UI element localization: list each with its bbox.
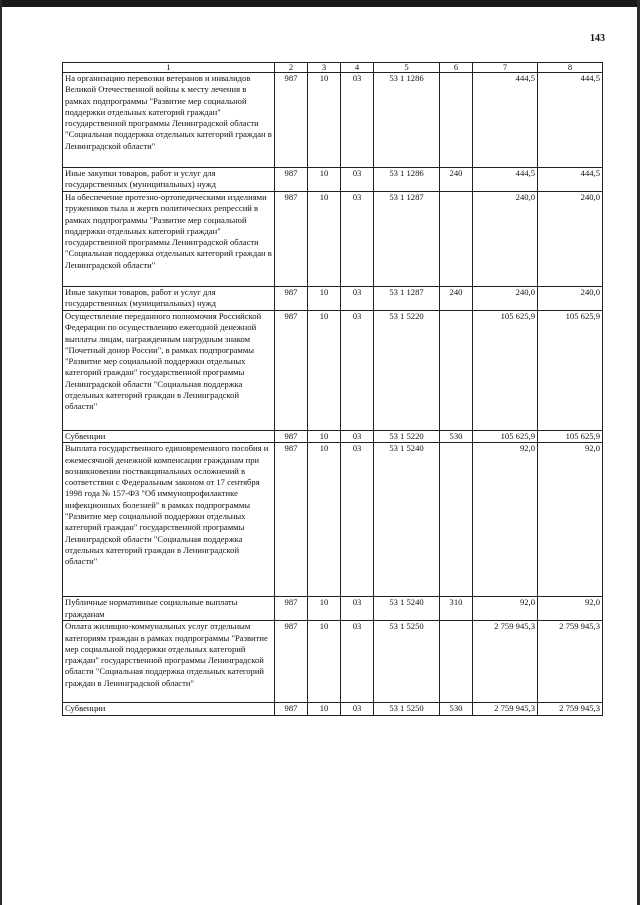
cell-amount-a: 240,0 bbox=[473, 192, 538, 287]
cell-ministry-code: 987 bbox=[275, 168, 308, 192]
cell-amount-a: 2 759 945,3 bbox=[473, 621, 538, 703]
cell-expense-type bbox=[440, 192, 473, 287]
cell-amount-a: 444,5 bbox=[473, 73, 538, 168]
cell-section: 10 bbox=[308, 443, 341, 597]
cell-expense-type: 530 bbox=[440, 431, 473, 443]
table-row bbox=[63, 443, 603, 597]
column-header: 6 bbox=[440, 63, 473, 73]
cell-expense-type bbox=[440, 73, 473, 168]
cell-subsection: 03 bbox=[341, 443, 374, 597]
cell-target-article: 53 1 5220 bbox=[374, 431, 440, 443]
column-header: 7 bbox=[473, 63, 538, 73]
table-row bbox=[63, 192, 603, 287]
cell-expense-type bbox=[440, 443, 473, 597]
cell-ministry-code: 987 bbox=[275, 431, 308, 443]
cell-subsection: 03 bbox=[341, 73, 374, 168]
cell-target-article: 53 1 5220 bbox=[374, 311, 440, 431]
cell-ministry-code: 987 bbox=[275, 597, 308, 621]
cell-amount-b: 240,0 bbox=[538, 192, 603, 287]
cell-section: 10 bbox=[308, 192, 341, 287]
table-row bbox=[63, 73, 603, 168]
row-description: Выплата государственного единовременного пособия и ежемесячной денежной компенсации гражданам при возникновении поствакцинальных осложнений в соответствии с Федеральным законом от 17 сентября 1998 года № 157-ФЗ "Об иммунопрофилактике инфекционных болезней" в рамках подпрограммы "Развитие мер социальной поддержки отдельных категорий граждан" государственной программы Ленинградской области "Социальная поддержка отдельных категорий граждан в Ленинградской области" bbox=[63, 443, 275, 597]
cell-amount-b: 2 759 945,3 bbox=[538, 621, 603, 703]
cell-ministry-code: 987 bbox=[275, 621, 308, 703]
cell-amount-a: 2 759 945,3 bbox=[473, 703, 538, 715]
table-header-row bbox=[63, 63, 603, 73]
table-row bbox=[63, 597, 603, 621]
table-row bbox=[63, 703, 603, 715]
cell-subsection: 03 bbox=[341, 287, 374, 311]
row-description: Иные закупки товаров, работ и услуг для государственных (муниципальных) нужд bbox=[63, 287, 275, 311]
column-header: 3 bbox=[308, 63, 341, 73]
row-description: Иные закупки товаров, работ и услуг для государственных (муниципальных) нужд bbox=[63, 168, 275, 192]
cell-target-article: 53 1 5240 bbox=[374, 443, 440, 597]
cell-amount-b: 105 625,9 bbox=[538, 311, 603, 431]
cell-ministry-code: 987 bbox=[275, 192, 308, 287]
cell-subsection: 03 bbox=[341, 431, 374, 443]
cell-amount-b: 444,5 bbox=[538, 168, 603, 192]
cell-target-article: 53 1 5240 bbox=[374, 597, 440, 621]
cell-ministry-code: 987 bbox=[275, 443, 308, 597]
cell-amount-b: 92,0 bbox=[538, 597, 603, 621]
table-row bbox=[63, 621, 603, 703]
cell-section: 10 bbox=[308, 168, 341, 192]
cell-expense-type: 240 bbox=[440, 168, 473, 192]
cell-section: 10 bbox=[308, 597, 341, 621]
column-header: 5 bbox=[374, 63, 440, 73]
cell-target-article: 53 1 5250 bbox=[374, 703, 440, 715]
cell-ministry-code: 987 bbox=[275, 287, 308, 311]
cell-amount-b: 92,0 bbox=[538, 443, 603, 597]
row-description: Публичные нормативные социальные выплаты гражданам bbox=[63, 597, 275, 621]
cell-ministry-code: 987 bbox=[275, 73, 308, 168]
cell-target-article: 53 1 5250 bbox=[374, 621, 440, 703]
budget-table bbox=[62, 62, 603, 716]
column-header: 8 bbox=[538, 63, 603, 73]
row-description: Субвенции bbox=[63, 431, 275, 443]
cell-expense-type bbox=[440, 621, 473, 703]
scan-edge-left bbox=[0, 0, 2, 905]
row-description: На обеспечение протезно-ортопедическими изделиями тружеников тыла и жертв политических репрессий в рамках подпрограммы "Развитие мер социальной поддержки отдельных категорий граждан" государственной программы Ленинградской области "Социальная поддержка отдельных категорий граждан в Ленинградской области" bbox=[63, 192, 275, 287]
cell-target-article: 53 1 1287 bbox=[374, 192, 440, 287]
cell-amount-b: 2 759 945,3 bbox=[538, 703, 603, 715]
cell-section: 10 bbox=[308, 703, 341, 715]
cell-amount-a: 240,0 bbox=[473, 287, 538, 311]
row-description: Оплата жилищно-коммунальных услуг отдельным категориям граждан в рамках подпрограммы "Развитие мер социальной поддержки отдельных категорий граждан" государственной программы Ленинградской области "Социальная поддержка отдельных категорий граждан в Ленинградской области" bbox=[63, 621, 275, 703]
cell-expense-type: 240 bbox=[440, 287, 473, 311]
cell-expense-type: 530 bbox=[440, 703, 473, 715]
cell-ministry-code: 987 bbox=[275, 311, 308, 431]
cell-section: 10 bbox=[308, 621, 341, 703]
cell-expense-type: 310 bbox=[440, 597, 473, 621]
cell-target-article: 53 1 1286 bbox=[374, 168, 440, 192]
cell-subsection: 03 bbox=[341, 703, 374, 715]
column-header: 1 bbox=[63, 63, 275, 73]
scan-edge-top bbox=[0, 0, 640, 7]
cell-amount-a: 105 625,9 bbox=[473, 431, 538, 443]
cell-section: 10 bbox=[308, 287, 341, 311]
cell-amount-a: 444,5 bbox=[473, 168, 538, 192]
cell-amount-a: 105 625,9 bbox=[473, 311, 538, 431]
table-row bbox=[63, 431, 603, 443]
table-row bbox=[63, 311, 603, 431]
row-description: Субвенции bbox=[63, 703, 275, 715]
cell-subsection: 03 bbox=[341, 168, 374, 192]
column-header: 4 bbox=[341, 63, 374, 73]
table-row bbox=[63, 287, 603, 311]
cell-section: 10 bbox=[308, 431, 341, 443]
row-description: На организацию перевозки ветеранов и инвалидов Великой Отечественной войны к месту лечения в рамках подпрограммы "Развитие мер социальной поддержки отдельных категорий граждан" государственной программы Ленинградской области "Социальная поддержка отдельных категорий граждан в Ленинградской области" bbox=[63, 73, 275, 168]
cell-amount-a: 92,0 bbox=[473, 597, 538, 621]
cell-target-article: 53 1 1286 bbox=[374, 73, 440, 168]
cell-section: 10 bbox=[308, 311, 341, 431]
cell-section: 10 bbox=[308, 73, 341, 168]
cell-subsection: 03 bbox=[341, 192, 374, 287]
cell-expense-type bbox=[440, 311, 473, 431]
column-header: 2 bbox=[275, 63, 308, 73]
cell-amount-b: 444,5 bbox=[538, 73, 603, 168]
cell-amount-b: 240,0 bbox=[538, 287, 603, 311]
cell-target-article: 53 1 1287 bbox=[374, 287, 440, 311]
cell-subsection: 03 bbox=[341, 597, 374, 621]
cell-amount-a: 92,0 bbox=[473, 443, 538, 597]
cell-ministry-code: 987 bbox=[275, 703, 308, 715]
cell-subsection: 03 bbox=[341, 311, 374, 431]
page-number: 143 bbox=[590, 33, 605, 44]
cell-amount-b: 105 625,9 bbox=[538, 431, 603, 443]
table-row bbox=[63, 168, 603, 192]
row-description: Осуществление переданного полномочия Российской Федерации по осуществлению ежегодной денежной выплаты лицам, награжденным нагрудным знаком "Почетный донор России", в рамках подпрограммы "Развитие мер социальной поддержки отдельных категорий граждан" государственной программы Ленинградской области "Социальная поддержка отдельных категорий граждан в Ленинградской области" bbox=[63, 311, 275, 431]
cell-subsection: 03 bbox=[341, 621, 374, 703]
